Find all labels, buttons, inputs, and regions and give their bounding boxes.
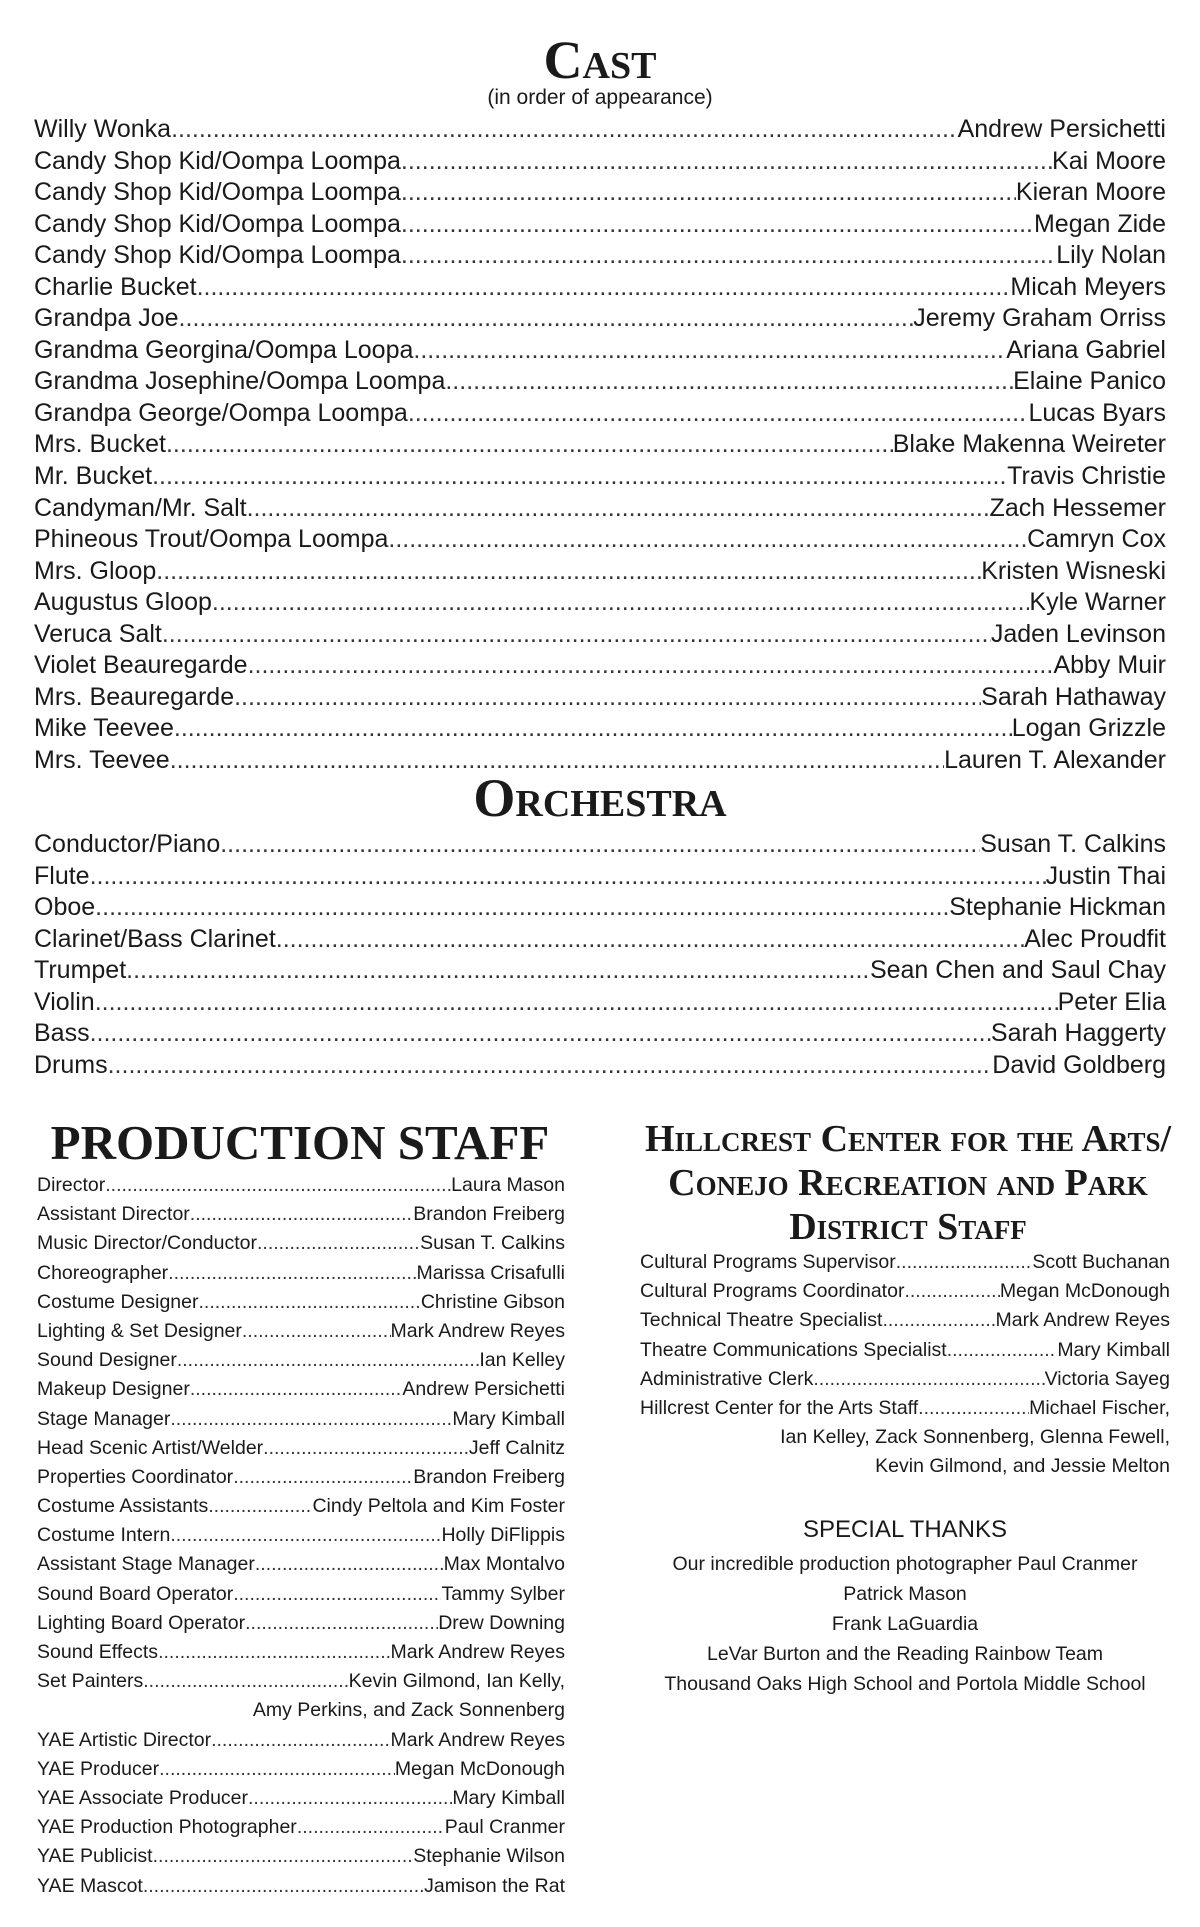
role-label: Assistant Director [37,1203,190,1226]
production-row [37,1492,565,1521]
person-name: Justin Thai [1045,861,1166,890]
dot-leader [190,1375,403,1404]
dot-leader [247,493,990,525]
person-name: Mark Andrew Reyes [995,1309,1170,1332]
person-name: Kyle Warner [1029,588,1166,617]
dot-leader [179,303,914,335]
dot-leader [211,1726,390,1755]
person-name: Brandon Freiberg [413,1465,565,1488]
production-row [37,1726,565,1755]
dot-leader [171,114,958,146]
dot-leader [401,240,1056,272]
dot-leader [177,1346,480,1375]
person-name: Jeremy Graham Orriss [913,304,1166,333]
role-label: Grandpa Joe [34,304,179,333]
person-name: Sarah Hathaway [981,682,1166,711]
role-label: Costume Designer [37,1290,199,1313]
cast-row [34,114,1166,146]
person-name: Victoria Sayeg [1044,1367,1170,1390]
dot-leader [882,1306,995,1335]
person-name: Kevin Gilmond, Ian Kelly, [348,1670,565,1693]
role-label: YAE Production Photographer [37,1816,297,1839]
role-label: Violin [34,987,95,1016]
production-row [37,1872,565,1901]
cast-row [34,650,1166,682]
cast-row [34,240,1166,272]
orchestra-list [34,829,1166,1081]
thanks-line: Our incredible production photographer Paul Cranmer [672,1553,1138,1575]
cast-row [34,713,1166,745]
role-label: Mrs. Gloop [34,556,157,585]
production-row [37,1171,565,1200]
dot-leader [198,1288,420,1317]
production-row [37,1229,565,1258]
role-label: Bass [34,1019,90,1048]
cast-row [34,619,1166,651]
production-row [37,1463,565,1492]
cast-title: Cast [543,30,657,90]
dot-leader [413,335,1006,367]
role-label: Candy Shop Kid/Oompa Loompa [34,146,401,175]
role-label: Grandma Josephine/Oompa Loompa [34,367,446,396]
person-name: Kieran Moore [1015,178,1166,207]
orchestra-row [34,829,1166,861]
dot-leader [220,829,980,861]
cast-row [34,682,1166,714]
hillcrest-staff-continuation: Kevin Gilmond, and Jessie Melton [875,1455,1170,1478]
person-name: Mary Kimball [452,1786,565,1809]
role-label: Cultural Programs Supervisor [640,1251,896,1273]
person-name: Scott Buchanan [1032,1251,1170,1273]
person-name: Stephanie Hickman [949,893,1166,922]
dot-leader [408,398,1029,430]
person-name: Max Montalvo [443,1553,565,1576]
production-staff-title: PRODUCTION STAFF [50,1115,550,1170]
person-name: Sarah Haggerty [990,1019,1166,1048]
production-staff-list [37,1171,565,1901]
role-label: Mrs. Teevee [34,745,170,774]
cast-row [34,524,1166,556]
orchestra-row [34,1018,1166,1050]
cast-row [34,335,1166,367]
person-name: Paul Cranmer [444,1816,565,1839]
person-name: Tammy Sylber [441,1582,565,1605]
role-label: YAE Publicist [37,1845,153,1868]
thanks-line: LeVar Burton and the Reading Rainbow Team [706,1643,1104,1665]
role-label: Lighting & Set Designer [37,1319,242,1342]
cast-row [34,177,1166,209]
dot-leader [918,1394,1029,1423]
production-row [37,1609,565,1638]
role-label: Charlie Bucket [34,272,197,301]
person-name: Travis Christie [1007,462,1166,491]
dot-leader [126,955,870,987]
person-name: Mark Andrew Reyes [390,1319,565,1342]
production-row [37,1521,565,1550]
hillcrest-row [640,1365,1170,1394]
person-name: Jeff Calnitz [468,1436,565,1459]
person-name: Susan T. Calkins [420,1232,565,1255]
role-label: Sound Designer [37,1349,177,1372]
production-row [37,1667,565,1696]
thanks-line: Patrick Mason [843,1583,967,1605]
role-label: Candy Shop Kid/Oompa Loompa [34,241,401,270]
production-row [37,1813,565,1842]
person-name: Lucas Byars [1028,398,1166,427]
hillcrest-title-line-1: Hillcrest Center for the Arts/ [644,1118,1172,1160]
role-label: Candy Shop Kid/Oompa Loompa [34,209,401,238]
role-label: Candyman/Mr. Salt [34,493,247,522]
cast-row [34,461,1166,493]
special-thanks-title: SPECIAL THANKS [802,1516,1008,1543]
production-row [37,1259,565,1288]
dot-leader [159,1755,395,1784]
role-label: Conductor/Piano [34,830,221,858]
role-label: YAE Associate Producer [37,1786,248,1809]
hillcrest-row [640,1306,1170,1335]
orchestra-row [34,1050,1166,1082]
person-name: Lauren T. Alexander [944,745,1166,774]
thanks-line: Thousand Oaks High School and Portola Middle School [664,1673,1146,1695]
dot-leader [263,1434,469,1463]
dot-leader [445,366,1013,398]
role-label: Clarinet/Bass Clarinet [34,924,276,953]
person-name: Logan Grizzle [1011,714,1166,743]
role-label: Drums [34,1050,108,1079]
role-label: Hillcrest Center for the Arts Staff [640,1396,919,1419]
role-label: Technical Theatre Specialist [640,1309,883,1332]
dot-leader [162,619,991,651]
cast-row [34,146,1166,178]
person-name: David Goldberg [992,1050,1166,1079]
dot-leader [208,1492,312,1521]
hillcrest-staff-title [618,1117,1198,1249]
person-name: Cindy Peltola and Kim Foster [312,1495,565,1518]
person-name: Megan Zide [1033,209,1166,238]
person-name: Camryn Cox [1027,525,1166,554]
cast-list [34,114,1166,776]
person-name: Mark Andrew Reyes [390,1728,565,1751]
role-label: Veruca Salt [34,619,162,648]
dot-leader [143,1872,424,1901]
dot-leader [153,1842,414,1871]
dot-leader [166,429,893,461]
person-name: Andrew Persichetti [402,1378,565,1401]
dot-leader [105,1171,451,1200]
role-label: Choreographer [37,1261,169,1284]
production-row [37,1405,565,1434]
hillcrest-row [640,1248,1170,1277]
person-name: Marissa Crisafulli [416,1261,565,1284]
orchestra-title: Orchestra [473,768,727,828]
person-name: Christine Gibson [420,1290,565,1313]
hillcrest-staff-continuation: Ian Kelley, Zack Sonnenberg, Glenna Fewell, [780,1426,1170,1449]
hillcrest-row [640,1336,1170,1365]
dot-leader [212,587,1029,619]
person-name: Elaine Panico [1013,367,1166,396]
person-name: Mary Kimball [452,1407,565,1430]
dot-leader [401,146,1052,178]
person-name: Megan McDonough [394,1757,565,1780]
dot-leader [947,1336,1058,1365]
hillcrest-staff-list [640,1248,1170,1482]
production-row [37,1842,565,1871]
role-label: Set Painters [37,1670,144,1693]
production-row [37,1346,565,1375]
person-name: Mark Andrew Reyes [390,1641,565,1663]
dot-leader [158,1638,390,1667]
person-name: Andrew Persichetti [957,115,1166,143]
role-label: Oboe [34,893,96,922]
person-name: Laura Mason [451,1174,565,1196]
role-label: Music Director/Conductor [37,1232,257,1255]
role-label: Mr. Bucket [34,462,153,491]
dot-leader [813,1365,1044,1394]
role-label: Stage Manager [37,1407,171,1430]
person-name: Brandon Freiberg [413,1203,565,1226]
production-row [37,1434,565,1463]
dot-leader [245,1609,438,1638]
cast-row [34,556,1166,588]
cast-row [34,209,1166,241]
production-row [37,1200,565,1229]
person-name: Mary Kimball [1057,1338,1170,1361]
cast-row [34,587,1166,619]
person-name: Peter Elia [1057,987,1166,1016]
role-label: Makeup Designer [37,1378,190,1401]
dot-leader [257,1229,420,1258]
person-name: Michael Fischer, [1029,1396,1170,1419]
role-label: Mrs. Bucket [34,430,166,459]
hillcrest-title-line-3: District Staff [789,1206,1027,1248]
person-name: Holly DiFlippis [441,1524,565,1547]
dot-leader [401,177,1016,209]
role-label: Administrative Clerk [640,1367,814,1390]
cast-row [34,429,1166,461]
orchestra-row [34,987,1166,1019]
person-name: Ian Kelley [479,1349,565,1372]
role-label: Mrs. Beauregarde [34,682,235,711]
person-name: Ariana Gabriel [1006,335,1166,364]
role-label: Grandpa George/Oompa Loompa [34,398,408,427]
role-label: YAE Producer [37,1757,160,1780]
role-label: YAE Mascot [37,1874,143,1897]
dot-leader [95,892,949,924]
cast-row [34,303,1166,335]
dot-leader [90,1018,991,1050]
special-thanks-list [630,1549,1180,1699]
dot-leader [108,1050,993,1082]
person-name: Abby Muir [1053,651,1166,680]
production-row [37,1755,565,1784]
production-row [37,1580,565,1609]
set-painters-continuation: Amy Perkins, and Zack Sonnenberg [252,1699,565,1722]
dot-leader [156,556,981,588]
person-name: Sean Chen and Saul Chay [869,956,1166,985]
person-name: Alec Proudfit [1024,924,1166,953]
role-label: Sound Board Operator [37,1582,234,1605]
role-label: Properties Coordinator [37,1465,234,1488]
person-name: Jaden Levinson [990,619,1166,648]
person-name: Zach Hessemer [989,493,1166,522]
dot-leader [197,272,1011,304]
orchestra-row [34,861,1166,893]
dot-leader [174,713,1012,745]
hillcrest-row [640,1394,1170,1423]
cast-row [34,398,1166,430]
role-label: Violet Beauregarde [34,651,248,680]
role-label: Head Scenic Artist/Welder [37,1436,264,1459]
role-label: Costume Intern [37,1524,171,1547]
dot-leader [234,682,981,714]
thanks-line: Frank LaGuardia [831,1613,979,1635]
role-label: Director [37,1174,106,1196]
role-label: Grandma Georgina/Oompa Loopa [34,335,414,364]
dot-leader [168,1259,416,1288]
person-name: Kai Moore [1052,146,1166,175]
production-row [37,1375,565,1404]
dot-leader [233,1463,413,1492]
production-row [37,1288,565,1317]
role-label: YAE Artistic Director [37,1728,212,1751]
role-label: Assistant Stage Manager [37,1553,255,1576]
role-label: Candy Shop Kid/Oompa Loompa [34,178,401,207]
dot-leader [152,461,1007,493]
dot-leader [896,1248,1033,1277]
role-label: Cultural Programs Coordinator [640,1280,905,1303]
role-label: Costume Assistants [37,1495,209,1518]
person-name: Blake Makenna Weireter [892,430,1166,459]
role-label: Augustus Gloop [34,588,212,617]
role-label: Trumpet [34,956,127,985]
role-label: Lighting Board Operator [37,1611,246,1634]
role-label: Phineous Trout/Oompa Loompa [34,525,389,554]
dot-leader [190,1200,413,1229]
dot-leader [170,1521,441,1550]
orchestra-row [34,924,1166,956]
production-row [37,1638,565,1667]
hillcrest-row [640,1277,1170,1306]
person-name: Megan McDonough [999,1280,1170,1303]
person-name: Jamison the Rat [424,1874,565,1897]
person-name: Lily Nolan [1056,241,1166,270]
person-name: Drew Downing [438,1611,565,1634]
person-name: Kristen Wisneski [981,556,1166,585]
dot-leader [297,1813,445,1842]
dot-leader [904,1277,999,1306]
dot-leader [388,524,1027,556]
dot-leader [255,1550,444,1579]
dot-leader [276,924,1024,956]
role-label: Willy Wonka [34,115,172,143]
cast-row [34,272,1166,304]
role-label: Flute [34,861,90,890]
production-row [37,1317,565,1346]
dot-leader [242,1317,391,1346]
role-label: Mike Teevee [34,714,174,743]
cast-row [34,366,1166,398]
dot-leader [401,209,1034,241]
orchestra-row [34,955,1166,987]
dot-leader [95,987,1058,1019]
orchestra-row [34,892,1166,924]
role-label: Sound Effects [37,1641,159,1663]
dot-leader [143,1667,348,1696]
dot-leader [248,1784,452,1813]
person-name: Susan T. Calkins [980,830,1166,858]
production-row [37,1784,565,1813]
person-name: Stephanie Wilson [413,1845,565,1868]
cast-subtitle: (in order of appearance) [487,86,713,109]
cast-row [34,493,1166,525]
role-label: Theatre Communications Specialist [640,1338,947,1361]
dot-leader [90,861,1046,893]
dot-leader [248,650,1054,682]
hillcrest-title-line-2: Conejo Recreation and Park [668,1162,1148,1204]
person-name: Micah Meyers [1010,272,1166,301]
dot-leader [170,1405,452,1434]
dot-leader [233,1580,441,1609]
production-row [37,1550,565,1579]
